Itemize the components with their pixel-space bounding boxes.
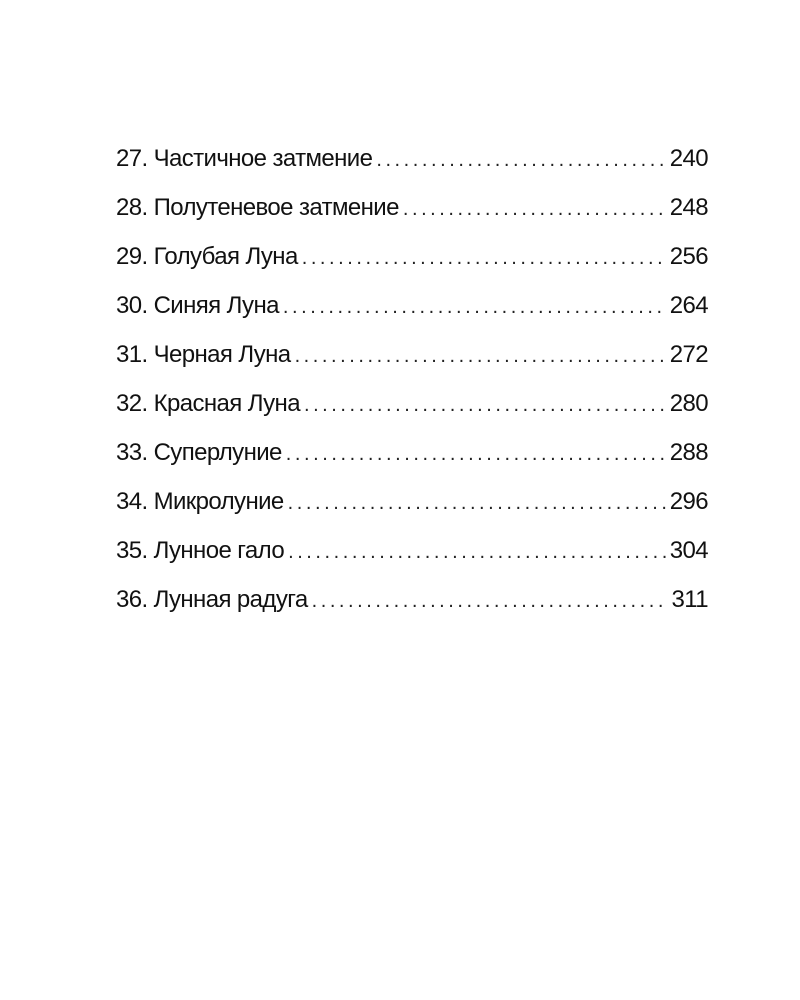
toc-entry-page-number: 272 — [669, 341, 708, 368]
toc-entry-title: Суперлуние — [153, 439, 282, 466]
toc-entry — [116, 193, 708, 242]
toc-dot-leader — [403, 194, 666, 224]
toc-dot-leader — [302, 243, 666, 273]
toc-entry — [116, 438, 708, 487]
toc-entry-page-number: 288 — [669, 439, 708, 466]
toc-entry-title: Лунное гало — [153, 537, 285, 564]
toc-entry-page-number: 240 — [669, 145, 708, 172]
toc-entry-page-number: 311 — [671, 586, 708, 613]
toc-dot-leader — [304, 390, 666, 420]
toc-entry-number: 30. — [116, 292, 148, 319]
toc-entry-number: 29. — [116, 243, 148, 270]
toc-entry — [116, 340, 708, 389]
toc-entry-number: 34. — [116, 488, 148, 515]
toc-entry-page-number: 304 — [669, 537, 708, 564]
toc-dot-leader — [286, 439, 666, 469]
toc-entry-number: 28. — [116, 194, 148, 221]
toc-entry-title: Голубая Луна — [153, 243, 298, 270]
toc-entry-number: 27. — [116, 145, 148, 172]
toc-entry — [116, 487, 708, 536]
toc-entry-page-number: 280 — [669, 390, 708, 417]
toc-dot-leader — [376, 145, 665, 175]
toc-entry — [116, 536, 708, 585]
toc-entry-title: Красная Луна — [153, 390, 300, 417]
toc-entry — [116, 585, 708, 634]
table-of-contents — [116, 144, 708, 634]
toc-entry-number: 31. — [116, 341, 148, 368]
toc-entry-page-number: 296 — [669, 488, 708, 515]
toc-entry-title: Лунная радуга — [153, 586, 308, 613]
toc-entry-number: 33. — [116, 439, 148, 466]
toc-entry-title: Микролуние — [153, 488, 284, 515]
toc-entry-number: 36. — [116, 586, 148, 613]
toc-entry-title: Частичное затмение — [153, 145, 373, 172]
toc-entry-page-number: 248 — [669, 194, 708, 221]
toc-entry-page-number: 264 — [669, 292, 708, 319]
toc-dot-leader — [312, 586, 668, 616]
toc-entry-page-number: 256 — [669, 243, 708, 270]
toc-entry-title: Полутеневое затмение — [153, 194, 399, 221]
toc-entry — [116, 291, 708, 340]
toc-dot-leader — [288, 488, 666, 518]
toc-entry-title: Синяя Луна — [153, 292, 279, 319]
toc-entry-number: 35. — [116, 537, 148, 564]
toc-entry-number: 32. — [116, 390, 148, 417]
toc-dot-leader — [288, 537, 666, 567]
toc-entry — [116, 242, 708, 291]
toc-entry — [116, 389, 708, 438]
toc-entry — [116, 144, 708, 193]
toc-entry-title: Черная Луна — [153, 341, 291, 368]
toc-dot-leader — [295, 341, 666, 371]
toc-dot-leader — [283, 292, 666, 322]
